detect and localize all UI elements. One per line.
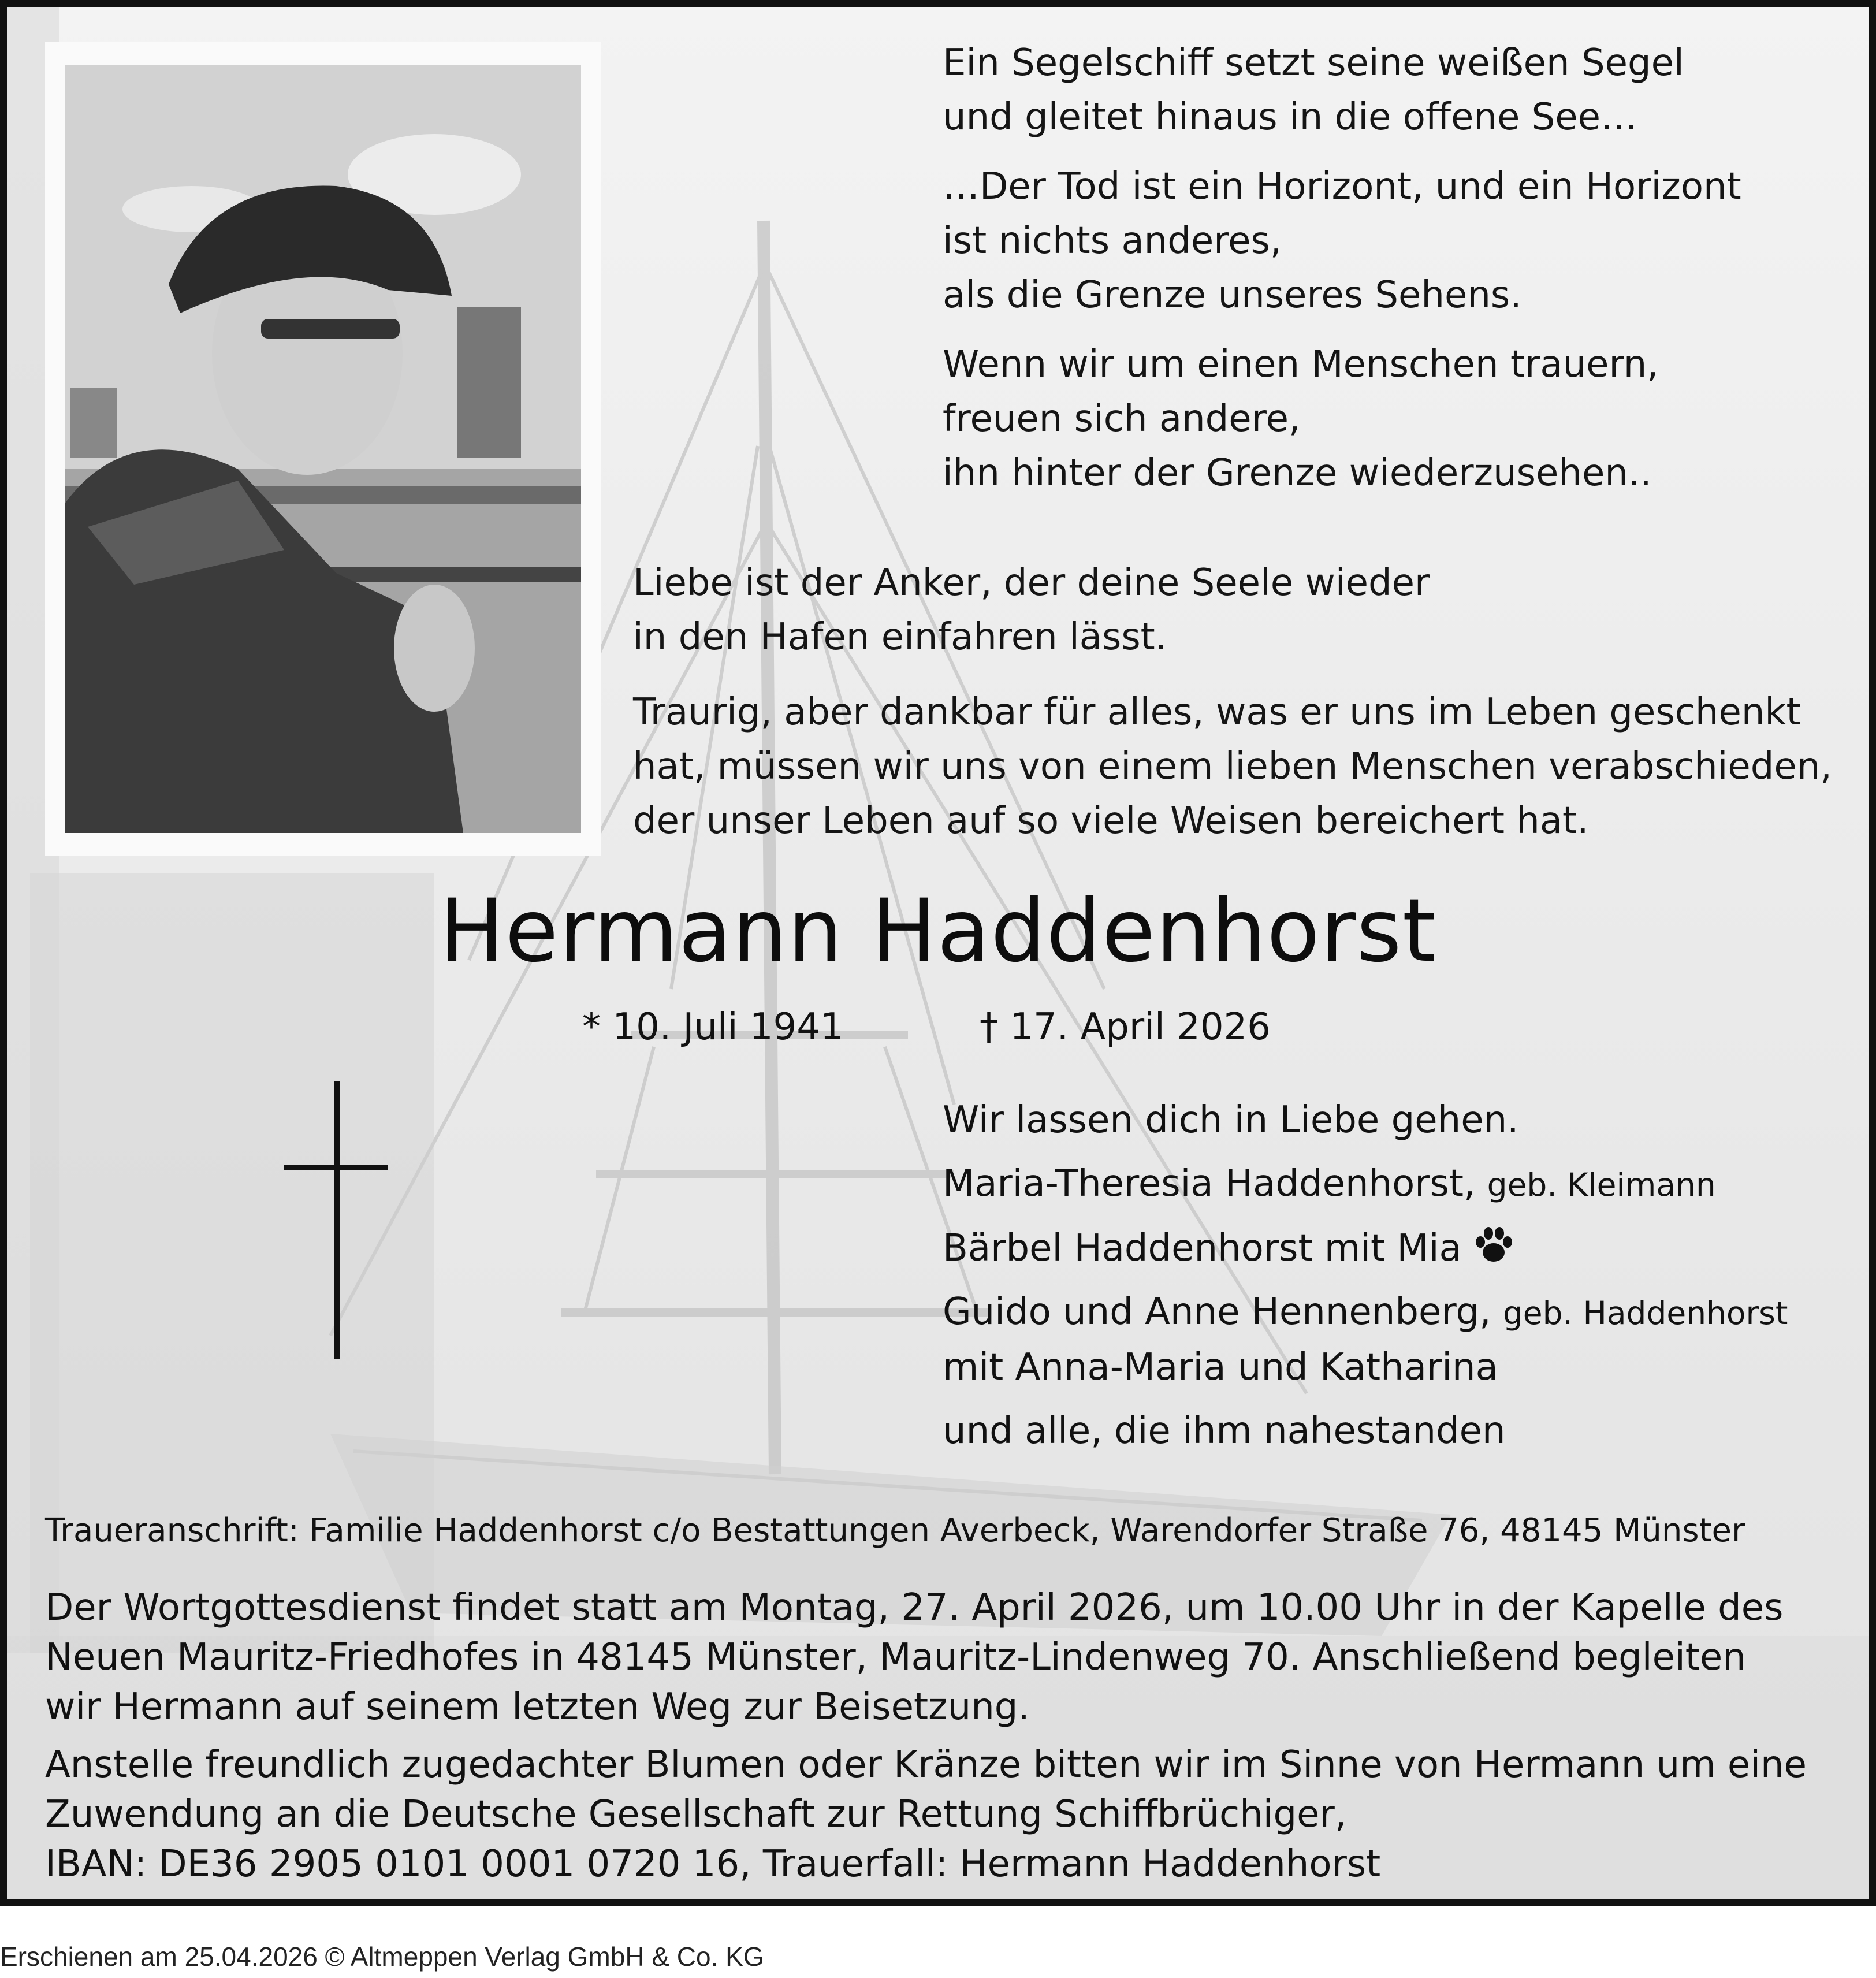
paw-icon bbox=[1473, 1226, 1514, 1264]
service-info bbox=[45, 1583, 1847, 1732]
portrait-illustration bbox=[65, 65, 581, 833]
intro-line: in den Hafen einfahren lässt. bbox=[633, 616, 1167, 659]
poem-line: als die Grenze unseres Sehens. bbox=[943, 274, 1522, 317]
donation-info bbox=[45, 1740, 1847, 1889]
poem-line: freuen sich andere, bbox=[943, 397, 1301, 440]
death-date: † 17. April 2026 bbox=[980, 1006, 1271, 1049]
member-note: geb. Haddenhorst bbox=[1502, 1295, 1788, 1332]
poem-stanza bbox=[943, 36, 1844, 144]
poem-line: Wenn wir um einen Menschen trauern, bbox=[943, 343, 1659, 386]
family-member bbox=[943, 1285, 1855, 1340]
poem-line: ist nichts anderes, bbox=[943, 220, 1282, 262]
latin-cross-icon bbox=[284, 1081, 388, 1364]
donation-line: IBAN: DE36 2905 0101 0001 0720 16, Trauerfall: Hermann Haddenhorst bbox=[45, 1843, 1381, 1886]
poem bbox=[943, 36, 1844, 515]
deceased-name: Hermann Haddenhorst bbox=[439, 881, 1437, 981]
others-line: und alle, die ihm nahestanden bbox=[943, 1410, 1506, 1452]
service-line: Neuen Mauritz-Friedhofes in 48145 Münster, Mauritz-Lindenweg 70. Anschließend begleiten bbox=[45, 1636, 1746, 1679]
portrait-frame bbox=[45, 42, 601, 856]
portrait-photo bbox=[65, 65, 581, 833]
poem-line: und gleitet hinaus in die offene See… bbox=[943, 96, 1638, 139]
member-note: geb. Kleimann bbox=[1487, 1166, 1716, 1203]
family-list bbox=[943, 1093, 1855, 1458]
member-name: Bärbel Haddenhorst mit Mia bbox=[943, 1227, 1462, 1270]
publication-footer: Erschienen am 25.04.2026 © Altmeppen Verlag GmbH & Co. KG bbox=[0, 1942, 764, 1972]
thanks-paragraph bbox=[633, 685, 1852, 848]
donation-line: Zuwendung an die Deutsche Gesellschaft zur Rettung Schiffbrüchiger, bbox=[45, 1793, 1347, 1836]
donation-line: Anstelle freundlich zugedachter Blumen oder Kränze bitten wir im Sinne von Hermann um eine bbox=[45, 1743, 1807, 1786]
anchor-quote bbox=[633, 556, 1852, 664]
intro-line: Traurig, aber dankbar für alles, was er uns im Leben geschenkt bbox=[633, 691, 1801, 734]
poem-stanza bbox=[943, 159, 1844, 322]
poem-stanza bbox=[943, 337, 1844, 500]
address-line: Traueranschrift: Familie Haddenhorst c/o Bestattungen Averbeck, Warendorfer Straße 76, 48145 Münster bbox=[45, 1512, 1745, 1549]
farewell-line: Wir lassen dich in Liebe gehen. bbox=[943, 1099, 1519, 1142]
intro-line: der unser Leben auf so viele Weisen bereichert hat. bbox=[633, 800, 1589, 842]
intro-line: Liebe ist der Anker, der deine Seele wieder bbox=[633, 562, 1430, 604]
poem-line: Ein Segelschiff setzt seine weißen Segel bbox=[943, 42, 1684, 84]
birth-date: * 10. Juli 1941 bbox=[582, 1006, 844, 1049]
service-line: Der Wortgottesdienst findet statt am Montag, 27. April 2026, um 10.00 Uhr in der Kapelle des bbox=[45, 1586, 1784, 1629]
family-member bbox=[943, 1157, 1855, 1212]
member-name: Guido und Anne Hennenberg, bbox=[943, 1291, 1491, 1333]
intro-line: hat, müssen wir uns von einem lieben Menschen verabschieden, bbox=[633, 745, 1832, 788]
service-line: wir Hermann auf seinem letzten Weg zur Beisetzung. bbox=[45, 1686, 1030, 1728]
intro-text bbox=[633, 556, 1852, 863]
member-name: Maria-Theresia Haddenhorst, bbox=[943, 1162, 1476, 1205]
family-member bbox=[943, 1221, 1855, 1276]
member-children: mit Anna-Maria und Katharina bbox=[943, 1346, 1498, 1389]
poem-line: …Der Tod ist ein Horizont, und ein Horizont bbox=[943, 165, 1741, 208]
poem-line: ihn hinter der Grenze wiederzusehen.. bbox=[943, 452, 1652, 494]
mourning-address bbox=[45, 1508, 1847, 1554]
